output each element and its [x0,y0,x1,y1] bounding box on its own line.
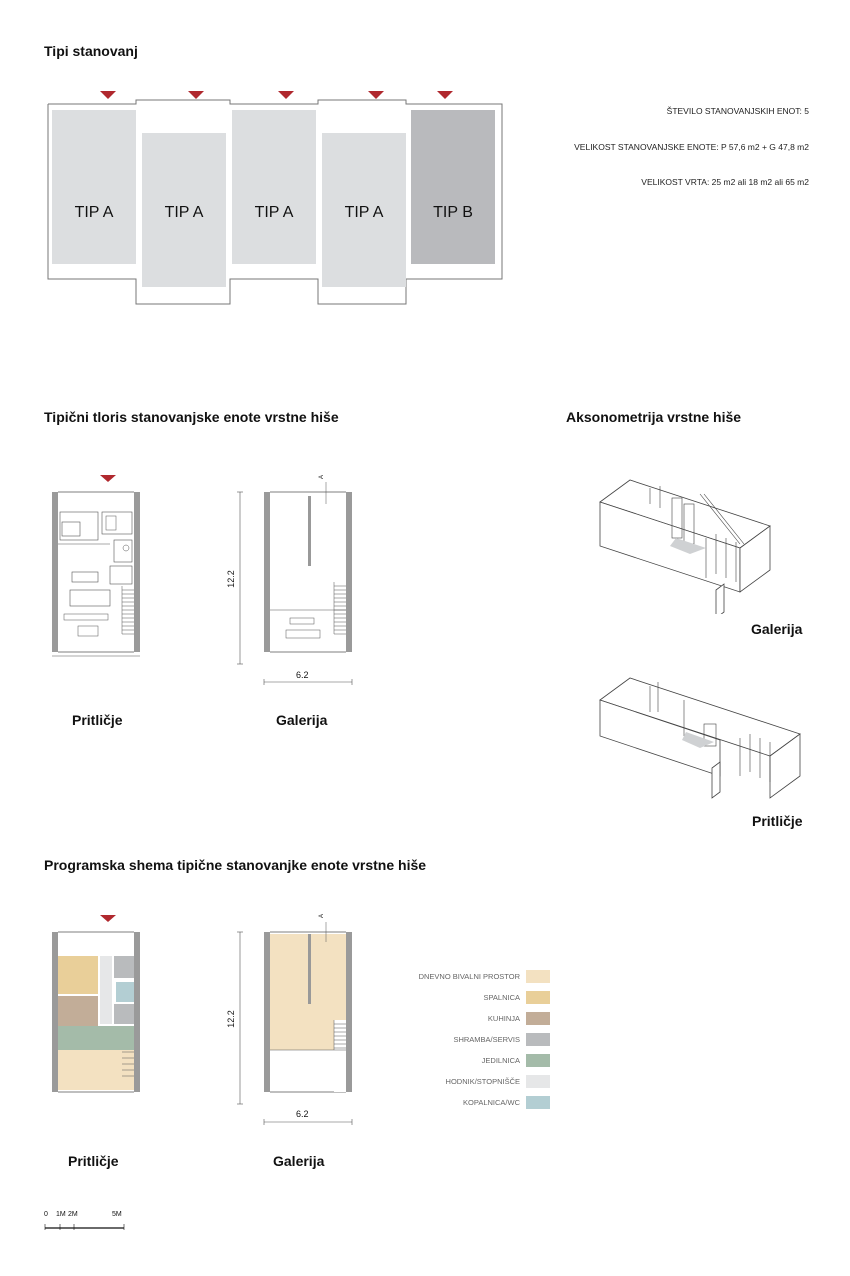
ground-floor-plan [50,474,142,664]
info-count: ŠTEVILO STANOVANJSKIH ENOT: 5 [666,106,809,116]
plan-gallery-label: Galerija [276,712,328,728]
units-diagram [44,88,506,310]
legend-item: KOPALNICA/WC [410,1096,550,1110]
scheme-gallery-plan [225,912,358,1132]
scheme-room-service [114,1004,134,1024]
legend-swatch [526,1096,550,1109]
scheme-room-bathroom [116,982,134,1002]
gallery-width-dim: 6.2 [296,670,309,680]
unit-marker-1 [100,91,116,99]
scheme-room-storage [114,956,134,978]
legend-swatch [526,1033,550,1046]
scale-bar [44,1211,134,1235]
unit-label-5: TIP B [433,204,473,221]
info-size: VELIKOST STANOVANJSKE ENOTE: P 57,6 m2 + G 47,8 m2 [574,142,809,152]
legend-item: SPALNICA [410,991,550,1005]
scheme-room-dining [58,1026,134,1050]
scheme-room-kitchen [58,996,98,1026]
legend-item: HODNIK/STOPNIŠČE [410,1075,550,1089]
legend-item: DNEVNO BIVALNI PROSTOR [410,970,550,984]
unit-marker-4 [368,91,384,99]
plan-heading: Tipični tloris stanovanjske enote vrstne hiše [44,409,339,425]
scheme-ground-label: Pritličje [68,1153,119,1169]
legend-swatch [526,1075,550,1088]
scale-tick-1: 1M [56,1211,66,1218]
gallery-plan [225,474,358,690]
scheme-heading: Programska shema tipične stanovanjke enote vrstne hiše [44,857,427,873]
unit-block-3 [232,110,316,264]
scale-tick-2: 2M [68,1211,78,1218]
axo-ground [590,672,810,812]
scheme-section-mark: A [319,913,326,919]
gallery-section-mark: A [319,474,326,480]
axo-heading: Aksonometrija vrstne hiše [566,409,742,425]
scale-tick-5: 5M [112,1211,122,1218]
unit-marker-2 [188,91,204,99]
scheme-width-dim: 6.2 [296,1109,309,1119]
legend-swatch [526,1054,550,1067]
axo-gallery-label: Galerija [751,621,803,637]
plan-ground-label: Pritličje [72,712,123,728]
unit-block-5 [411,110,495,264]
scheme-height-dim: 12.2 [225,1010,236,1028]
unit-marker-5 [437,91,453,99]
legend-swatch [526,991,550,1004]
legend-swatch [526,1012,550,1025]
axo-ground-label: Pritličje [752,813,803,829]
scheme-room-hallway [100,956,112,1024]
unit-label-2: TIP A [164,204,204,221]
legend-item: KUHINJA [410,1012,550,1026]
scheme-entrance-marker [100,915,116,922]
unit-label-1: TIP A [74,204,114,221]
entrance-marker [100,475,116,482]
unit-label-3: TIP A [254,204,294,221]
scheme-gallery-label: Galerija [273,1153,325,1169]
gallery-height-dim: 12.2 [225,570,236,588]
types-heading: Tipi stanovanj [44,43,138,59]
axo-gallery [590,474,810,614]
legend [410,970,550,1110]
unit-marker-3 [278,91,294,99]
legend-swatch [526,970,550,983]
info-garden: VELIKOST VRTA: 25 m2 ali 18 m2 ali 65 m2 [641,177,809,187]
legend-item: SHRAMBA/SERVIS [410,1033,550,1047]
unit-block-1 [52,110,136,264]
legend-item: JEDILNICA [410,1054,550,1068]
scheme-room-bedroom [58,956,98,994]
scheme-ground-plan [50,912,142,1112]
scale-tick-0: 0 [44,1211,48,1218]
unit-label-4: TIP A [344,204,384,221]
